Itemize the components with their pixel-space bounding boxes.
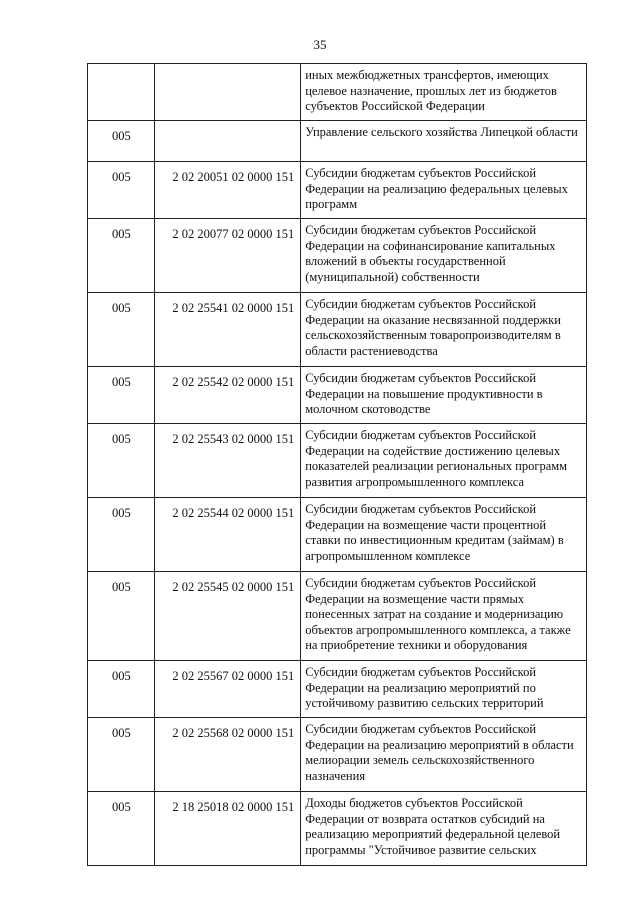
revenue-code-cell	[154, 121, 301, 162]
table-row	[88, 64, 587, 121]
revenue-code-cell: 2 02 20051 02 0000 151	[154, 162, 301, 219]
admin-code-cell: 005	[88, 572, 155, 661]
admin-code-cell: 005	[88, 162, 155, 219]
admin-code-cell: 005	[88, 498, 155, 572]
description-cell: Субсидии бюджетам субъектов Российской Федерации на реализацию мероприятий в области мелиорации земель сельскохозяйственного назначения	[301, 718, 587, 792]
revenue-code-cell: 2 02 25544 02 0000 151	[154, 498, 301, 572]
description-cell: Субсидии бюджетам субъектов Российской Федерации на оказание несвязанной поддержки сельскохозяйственным товаропроизводителям в области растениеводства	[301, 293, 587, 367]
admin-code-cell: 005	[88, 424, 155, 498]
table-row	[88, 718, 587, 792]
description-cell: Субсидии бюджетам субъектов Российской Федерации на возмещение части процентной ставки по инвестиционным кредитам (займам) в агропромышленном комплексе	[301, 498, 587, 572]
revenue-code-cell: 2 02 25568 02 0000 151	[154, 718, 301, 792]
revenue-code-cell: 2 02 25542 02 0000 151	[154, 367, 301, 424]
revenue-code-cell: 2 02 25541 02 0000 151	[154, 293, 301, 367]
table-row	[88, 792, 587, 866]
table-row	[88, 498, 587, 572]
revenue-code-cell: 2 02 20077 02 0000 151	[154, 219, 301, 293]
page-number: 35	[313, 37, 327, 52]
table-row	[88, 162, 587, 219]
table-row	[88, 661, 587, 718]
description-cell: иных межбюджетных трансфертов, имеющих целевое назначение, прошлых лет из бюджетов субъектов Российской Федерации	[301, 64, 587, 121]
admin-code-cell: 005	[88, 219, 155, 293]
revenue-code-cell: 2 18 25018 02 0000 151	[154, 792, 301, 866]
revenue-code-cell: 2 02 25545 02 0000 151	[154, 572, 301, 661]
admin-code-cell: 005	[88, 293, 155, 367]
description-cell: Управление сельского хозяйства Липецкой области	[301, 121, 587, 162]
admin-code-cell: 005	[88, 718, 155, 792]
admin-code-cell: 005	[88, 121, 155, 162]
description-cell: Субсидии бюджетам субъектов Российской Федерации на содействие достижению целевых показателей реализации региональных программ развития агропромышленного комплекса	[301, 424, 587, 498]
table-row	[88, 572, 587, 661]
table-row	[88, 219, 587, 293]
table-row	[88, 293, 587, 367]
description-cell: Субсидии бюджетам субъектов Российской Федерации на софинансирование капитальных вложений в объекты государственной (муниципальной) собственности	[301, 219, 587, 293]
description-cell: Субсидии бюджетам субъектов Российской Федерации на реализацию федеральных целевых программ	[301, 162, 587, 219]
revenue-codes-table	[87, 63, 587, 866]
description-cell: Субсидии бюджетам субъектов Российской Федерации на повышение продуктивности в молочном скотоводстве	[301, 367, 587, 424]
revenue-code-cell: 2 02 25543 02 0000 151	[154, 424, 301, 498]
table-row	[88, 424, 587, 498]
description-cell: Субсидии бюджетам субъектов Российской Федерации на возмещение части прямых понесенных затрат на создание и модернизацию объектов агропромышленного комплекса, а также на приобретение техники и оборудования	[301, 572, 587, 661]
admin-code-cell: 005	[88, 661, 155, 718]
table-row	[88, 367, 587, 424]
admin-code-cell	[88, 64, 155, 121]
admin-code-cell: 005	[88, 367, 155, 424]
revenue-code-cell: 2 02 25567 02 0000 151	[154, 661, 301, 718]
description-cell: Доходы бюджетов субъектов Российской Федерации от возврата остатков субсидий на реализацию мероприятий федеральной целевой программы "Устойчивое развитие сельских	[301, 792, 587, 866]
description-cell: Субсидии бюджетам субъектов Российской Федерации на реализацию мероприятий по устойчивому развитию сельских территорий	[301, 661, 587, 718]
admin-code-cell: 005	[88, 792, 155, 866]
revenue-code-cell	[154, 64, 301, 121]
table-row	[88, 121, 587, 162]
